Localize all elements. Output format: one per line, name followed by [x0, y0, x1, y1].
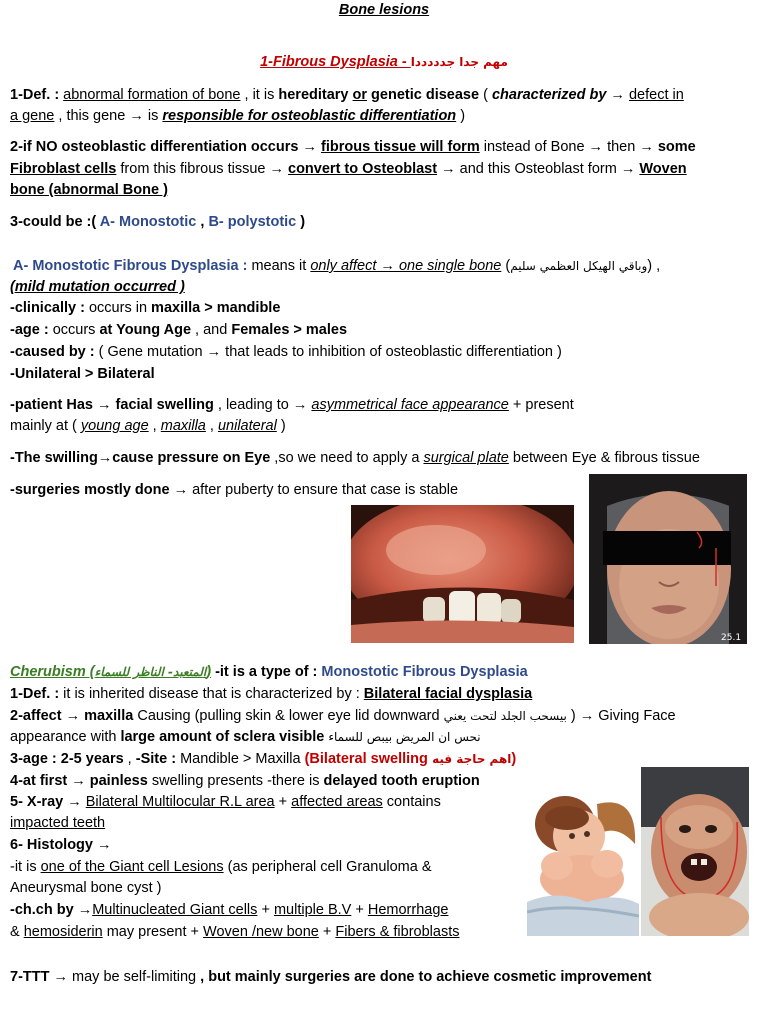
swelling-line: -The swilling→cause pressure on Eye ,so we need to apply a surgical plate between Eye & fibrous tissue — [10, 450, 700, 466]
monostotic-heading: A- Monostotic Fibrous Dysplasia : means it only affect → one single bone (وباقي الهيكل العظمي سليم) , — [13, 258, 661, 274]
treatment-line: 7-TTT → may be self-limiting , but mainly surgeries are done to achieve cosmetic improvement — [10, 969, 652, 985]
cherubism-xray-line-1: 5- X-ray → Bilateral Multilocular R.L area + affected areas contains — [10, 794, 441, 810]
cherub-painting-svg — [527, 784, 639, 936]
cherubism-patient-photo — [641, 767, 749, 936]
surgeries-line: -surgeries mostly done → after puberty to ensure that case is stable — [10, 482, 459, 498]
cherubism-age-line: 3-age : 2-5 years , -Site : Mandible > Maxilla (Bilateral swelling اهم حاجة فيه) — [10, 751, 517, 767]
item-2-line-3: bone (abnormal Bone ) — [10, 182, 168, 198]
characterized-by-line: -ch.ch by →Multinucleated Giant cells + multiple B.V + Hemorrhage — [10, 902, 449, 918]
unilateral-line: -Unilateral > Bilateral — [10, 366, 155, 382]
item-2-line-1: 2-if NO osteoblastic differentiation occurs → fibrous tissue will form instead of Bone → then → some — [10, 139, 696, 155]
page-title: Bone lesions — [338, 2, 430, 18]
cherubism-affect-line-2: appearance with large amount of sclera visible نحس ان المريض بيبص للسماء — [10, 729, 481, 745]
intraoral-photo-svg — [351, 505, 574, 643]
hemosiderin-line: & hemosiderin may present + Woven /new bone + Fibers & fibroblasts — [10, 924, 460, 940]
item-3-line: 3-could be :( A- Monostotic , B- polystotic ) — [10, 214, 306, 230]
giant-cell-line-2: Aneurysmal bone cyst ) — [10, 880, 162, 896]
definition-line-1: 1-Def. : abnormal formation of bone , it is hereditary or genetic disease ( characterized by → defect in — [10, 87, 684, 103]
cherubism-xray-line-2: impacted teeth — [10, 815, 106, 831]
figure-number: 25.1 — [721, 633, 742, 643]
cherubism-affect-line-1: 2-affect → maxilla Causing (pulling skin & lower eye lid downward بيسحب الجلد لتحت يعني ) → Giving Face — [10, 708, 676, 724]
cherubism-heading: Cherubism (المتعبد- الناظر للسماء) -it is a type of : Monostotic Fibrous Dysplasia — [10, 664, 528, 680]
patient-line-1: -patient Has → facial swelling , leading to → asymmetrical face appearance + present — [10, 397, 574, 413]
age-line: -age : occurs at Young Age , and Females > males — [10, 322, 348, 338]
face-photo-svg — [589, 474, 747, 644]
giant-cell-line-1: -it is one of the Giant cell Lesions (as peripheral cell Granuloma & — [10, 859, 432, 875]
caused-by-line: -caused by : ( Gene mutation → that leads to inhibition of osteoblastic differentiation ) — [10, 344, 562, 360]
cherubism-first-line: 4-at first → painless swelling presents -there is delayed tooth eruption — [10, 773, 480, 789]
cherub-painting — [527, 784, 639, 936]
cherubism-definition: 1-Def. : it is inherited disease that is characterized by : Bilateral facial dysplasia — [10, 686, 533, 702]
cherubism-histology: 6- Histology → — [10, 837, 112, 853]
definition-line-2: a gene , this gene → is responsible for osteoblastic differentiation ) — [10, 108, 466, 124]
clinically-line: -clinically : occurs in maxilla > mandible — [10, 300, 281, 316]
intraoral-photo — [351, 505, 574, 643]
fibrous-dysplasia-heading: 1-Fibrous Dysplasia - مهم جدا جدددددا — [260, 54, 508, 70]
face-photo — [589, 474, 747, 644]
cherubism-patient-svg — [641, 767, 749, 936]
mild-mutation-line: (mild mutation occurred ) — [10, 279, 185, 295]
patient-line-2: mainly at ( young age , maxilla , unilateral ) — [10, 418, 286, 434]
item-2-line-2: Fibroblast cells from this fibrous tissue → convert to Osteoblast → and this Osteoblast form → Woven — [10, 161, 687, 177]
